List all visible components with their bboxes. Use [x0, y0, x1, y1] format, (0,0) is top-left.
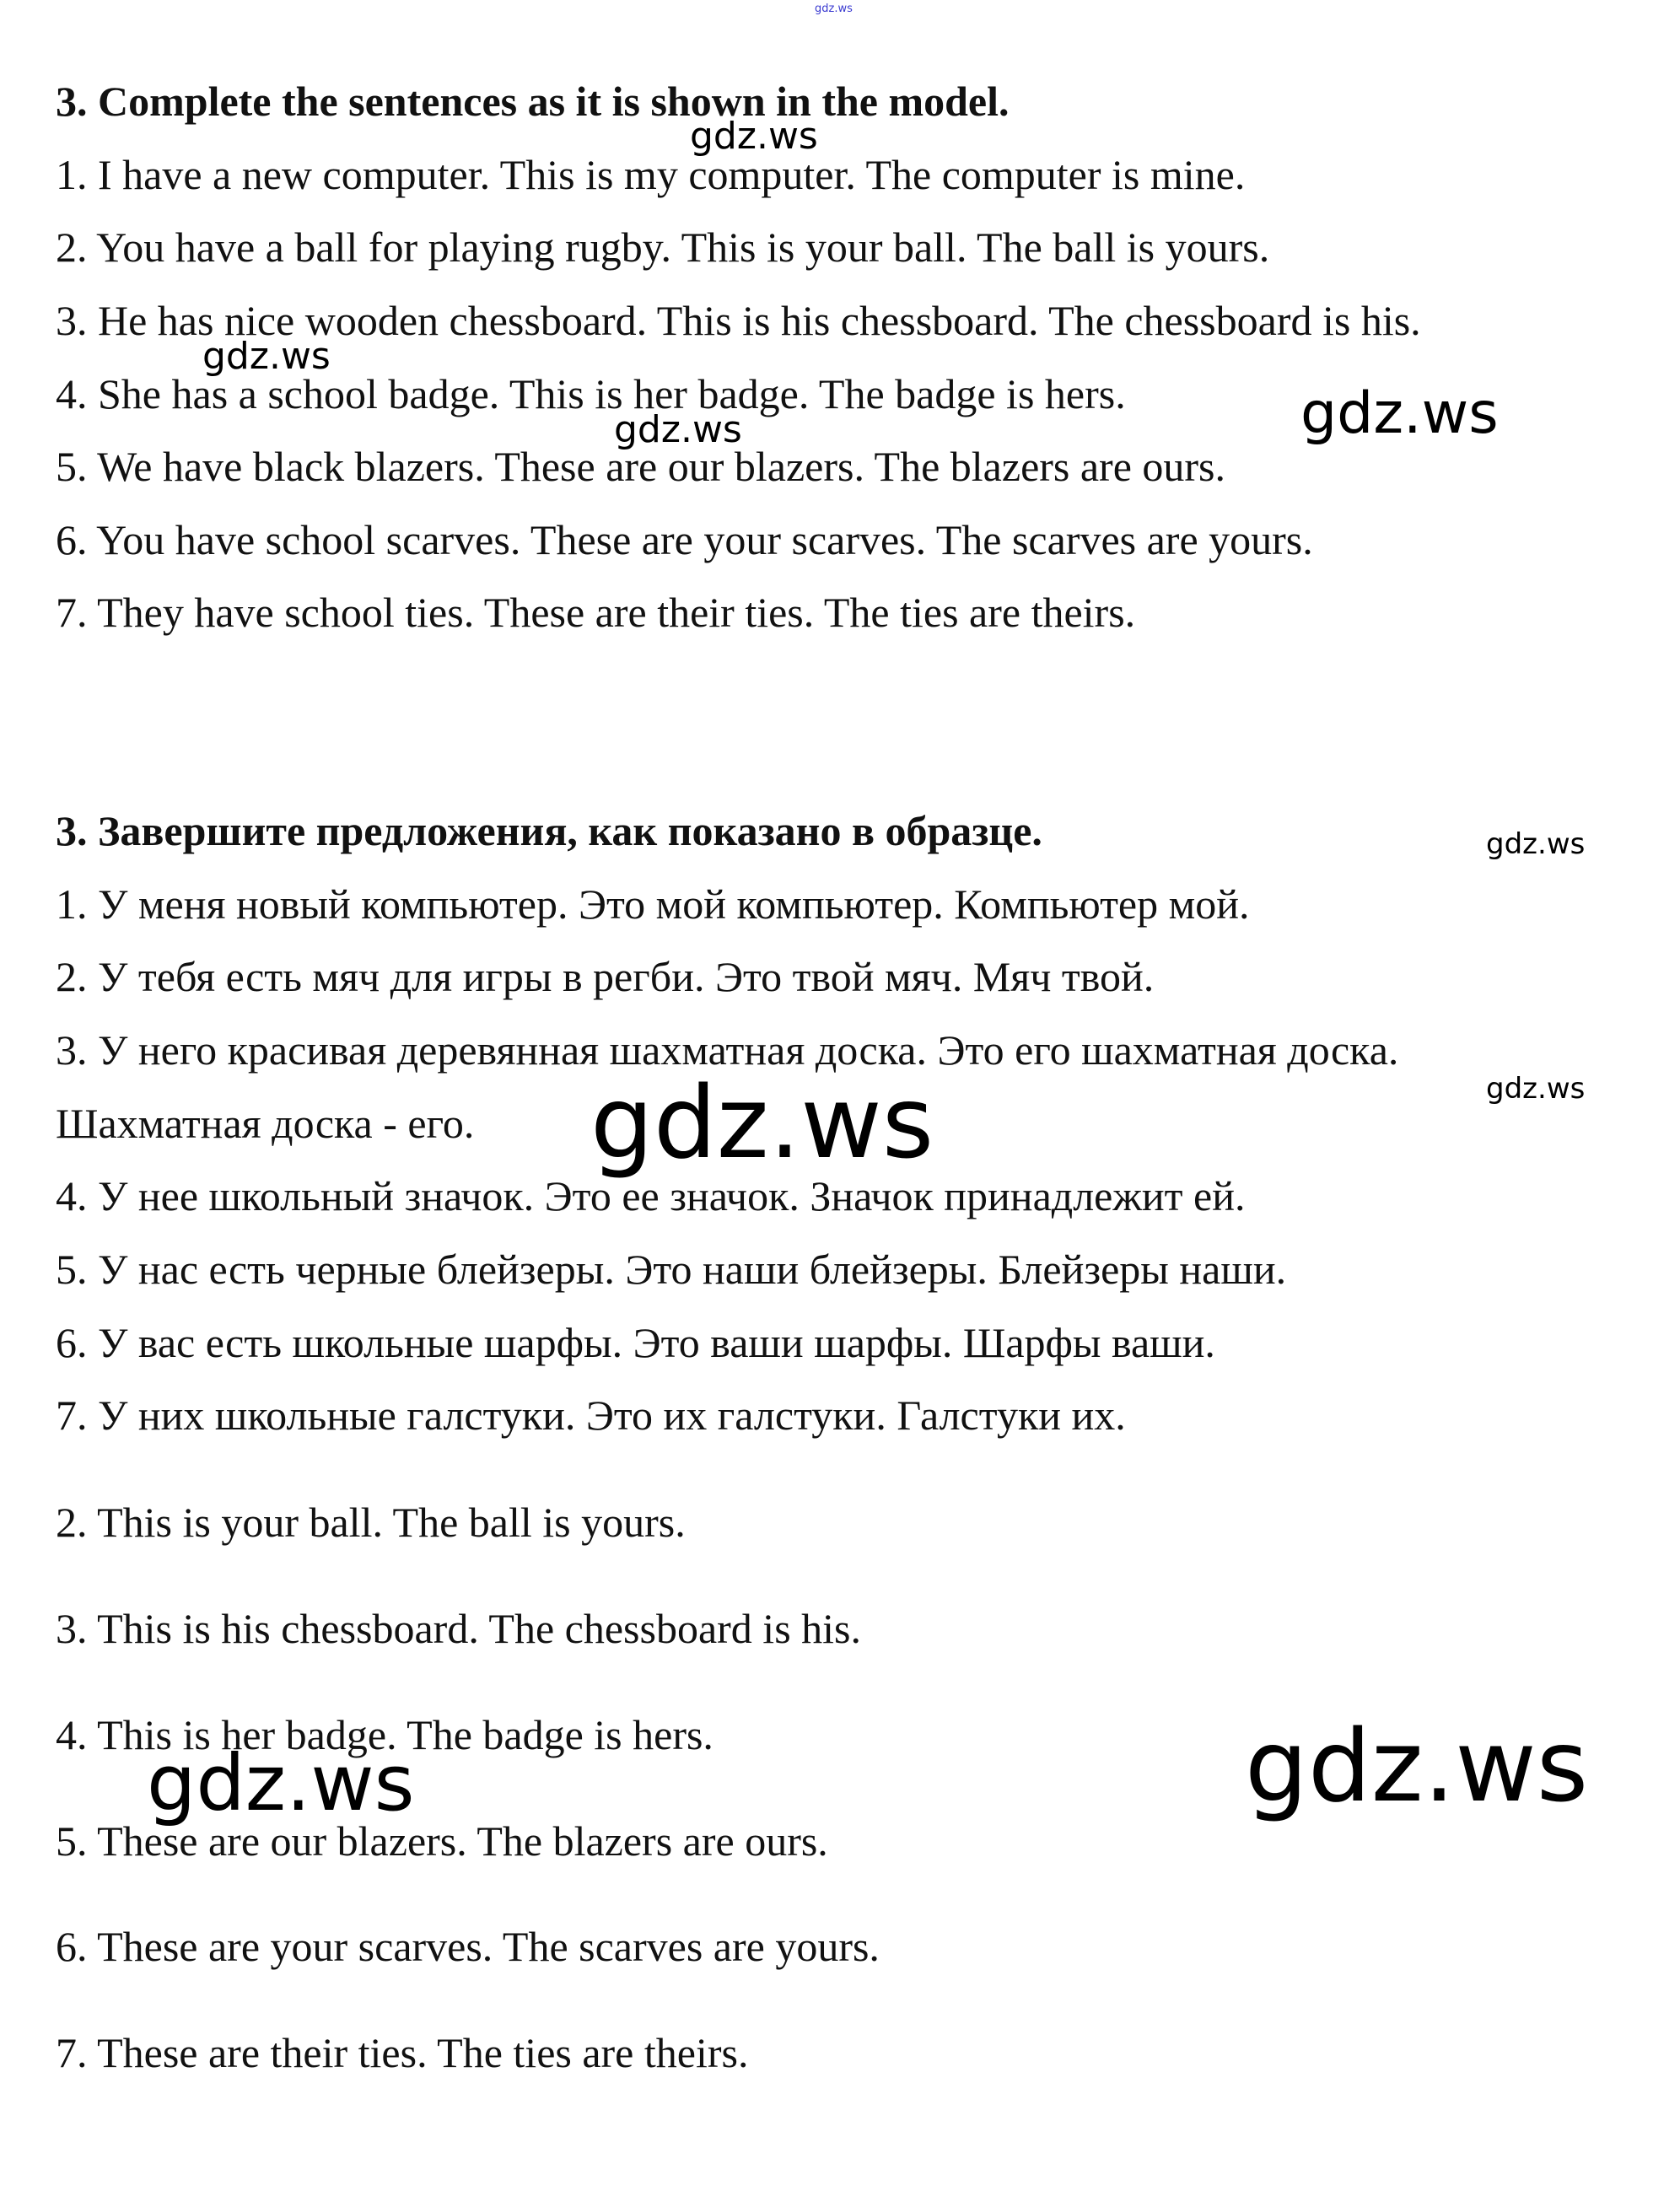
answer-line: 5. These are our blazers. The blazers are ours. [56, 1817, 828, 1865]
russian-heading: 3. Завершите предложения, как показано в образце. [56, 807, 1042, 854]
watermark: gdz.ws [202, 335, 331, 378]
top-watermark: gdz.ws [815, 3, 853, 15]
russian-line: Шахматная доска - его. [56, 1100, 475, 1147]
answer-line: 7. These are their ties. The ties are theirs. [56, 2029, 749, 2076]
watermark: gdz.ws [614, 408, 742, 451]
answer-line: 6. These are your scarves. The scarves are yours. [56, 1923, 880, 1970]
watermark: gdz.ws [1300, 380, 1499, 447]
english-line: 3. He has nice wooden chessboard. This is his chessboard. The chessboard is his. [56, 297, 1421, 344]
english-line: 5. We have black blazers. These are our blazers. The blazers are ours. [56, 443, 1226, 490]
watermark: gdz.ws [590, 1064, 934, 1181]
english-line: 6. You have school scarves. These are your scarves. The scarves are yours. [56, 516, 1313, 563]
answer-line: 4. This is her badge. The badge is hers. [56, 1711, 713, 1758]
russian-line: 7. У них школьные галстуки. Это их галстуки. Галстуки их. [56, 1391, 1126, 1439]
russian-line: 4. У нее школьный значок. Это ее значок. Значок принадлежит ей. [56, 1172, 1246, 1219]
english-line: 1. I have a new computer. This is my computer. The computer is mine. [56, 151, 1246, 198]
russian-line: 1. У меня новый компьютер. Это мой компьютер. Компьютер мой. [56, 880, 1250, 928]
english-line: 2. You have a ball for playing rugby. This is your ball. The ball is yours. [56, 223, 1270, 271]
answer-line: 3. This is his chessboard. The chessboard is his. [56, 1605, 862, 1652]
english-line: 4. She has a school badge. This is her badge. The badge is hers. [56, 370, 1126, 417]
russian-line: 2. У тебя есть мяч для игры в регби. Это твой мяч. Мяч твой. [56, 953, 1155, 1000]
watermark: gdz.ws [1245, 1708, 1589, 1824]
english-heading: 3. Complete the sentences as it is shown in the model. [56, 78, 1010, 125]
russian-line: 3. У него красивая деревянная шахматная доска. Это его шахматная доска. [56, 1026, 1399, 1074]
english-line: 7. They have school ties. These are their ties. The ties are theirs. [56, 589, 1136, 636]
watermark: gdz.ws [1486, 827, 1586, 861]
answer-line: 2. This is your ball. The ball is yours. [56, 1499, 686, 1546]
watermark: gdz.ws [1486, 1072, 1586, 1106]
watermark: gdz.ws [147, 1738, 415, 1828]
russian-line: 5. У нас есть черные блейзеры. Это наши блейзеры. Блейзеры наши. [56, 1246, 1287, 1293]
watermark: gdz.ws [690, 115, 818, 158]
russian-line: 6. У вас есть школьные шарфы. Это ваши шарфы. Шарфы ваши. [56, 1319, 1215, 1366]
